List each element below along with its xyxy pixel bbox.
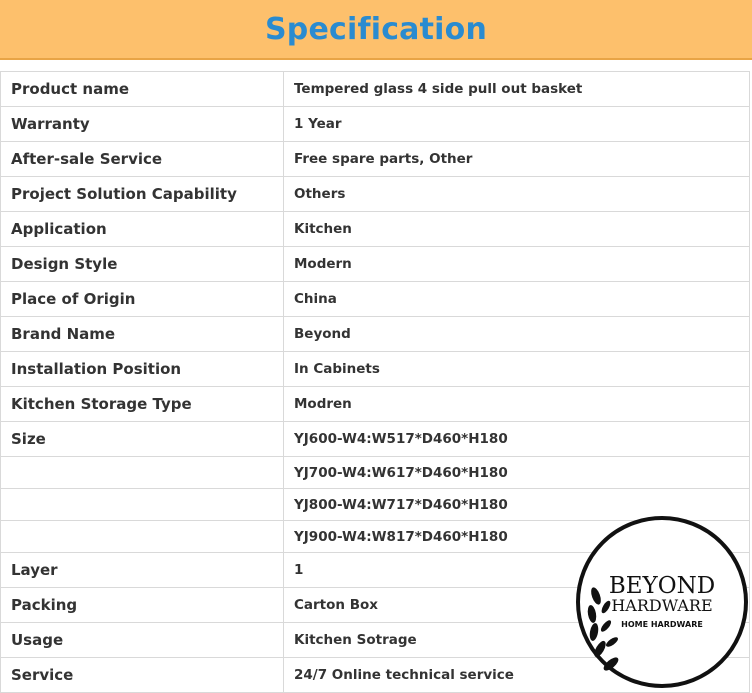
spec-key: Project Solution Capability <box>1 177 284 212</box>
table-row <box>1 387 750 422</box>
spec-value: 24/7 Online technical service <box>284 658 750 693</box>
spec-value: 1 Year <box>284 107 750 142</box>
header-banner <box>0 0 752 60</box>
spec-key: Application <box>1 212 284 247</box>
spec-value: Kitchen <box>284 212 750 247</box>
table-row <box>1 212 750 247</box>
spec-value: YJ800-W4:W717*D460*H180 <box>284 489 750 521</box>
spec-value: Modren <box>284 387 750 422</box>
spec-value: 1 <box>284 553 750 588</box>
spec-key: After-sale Service <box>1 142 284 177</box>
spec-key: Kitchen Storage Type <box>1 387 284 422</box>
table-row <box>1 457 750 489</box>
table-row <box>1 282 750 317</box>
spec-key: Design Style <box>1 247 284 282</box>
spec-value: Beyond <box>284 317 750 352</box>
table-row <box>1 142 750 177</box>
table-row <box>1 177 750 212</box>
logo-line1: BEYOND <box>608 573 716 599</box>
table-row <box>1 317 750 352</box>
spec-key: Product name <box>1 72 284 107</box>
spec-key: Warranty <box>1 107 284 142</box>
spec-key <box>1 457 284 489</box>
logo-line3: HOME HARDWARE <box>621 620 703 629</box>
spec-value: Free spare parts, Other <box>284 142 750 177</box>
spec-value: Carton Box <box>284 588 750 623</box>
table-row <box>1 352 750 387</box>
spec-value: YJ900-W4:W817*D460*H180 <box>284 521 750 553</box>
spec-key <box>1 489 284 521</box>
spec-key: Size <box>1 422 284 457</box>
logo-line2: HARDWARE <box>611 596 713 615</box>
page-title: Specification <box>264 11 488 47</box>
spec-key: Service <box>1 658 284 693</box>
spec-key: Layer <box>1 553 284 588</box>
spec-key: Installation Position <box>1 352 284 387</box>
table-row <box>1 422 750 457</box>
spec-key <box>1 521 284 553</box>
spec-key: Packing <box>1 588 284 623</box>
brand-logo <box>574 514 750 690</box>
spec-value: Others <box>284 177 750 212</box>
spec-value: Kitchen Sotrage <box>284 623 750 658</box>
spec-value: Modern <box>284 247 750 282</box>
spec-value: YJ600-W4:W517*D460*H180 <box>284 422 750 457</box>
spec-key: Brand Name <box>1 317 284 352</box>
spec-key: Usage <box>1 623 284 658</box>
table-row <box>1 107 750 142</box>
spec-value: China <box>284 282 750 317</box>
spec-value: YJ700-W4:W617*D460*H180 <box>284 457 750 489</box>
table-row <box>1 72 750 107</box>
spec-value: In Cabinets <box>284 352 750 387</box>
spec-key: Place of Origin <box>1 282 284 317</box>
spec-value: Tempered glass 4 side pull out basket <box>284 72 750 107</box>
table-row <box>1 247 750 282</box>
